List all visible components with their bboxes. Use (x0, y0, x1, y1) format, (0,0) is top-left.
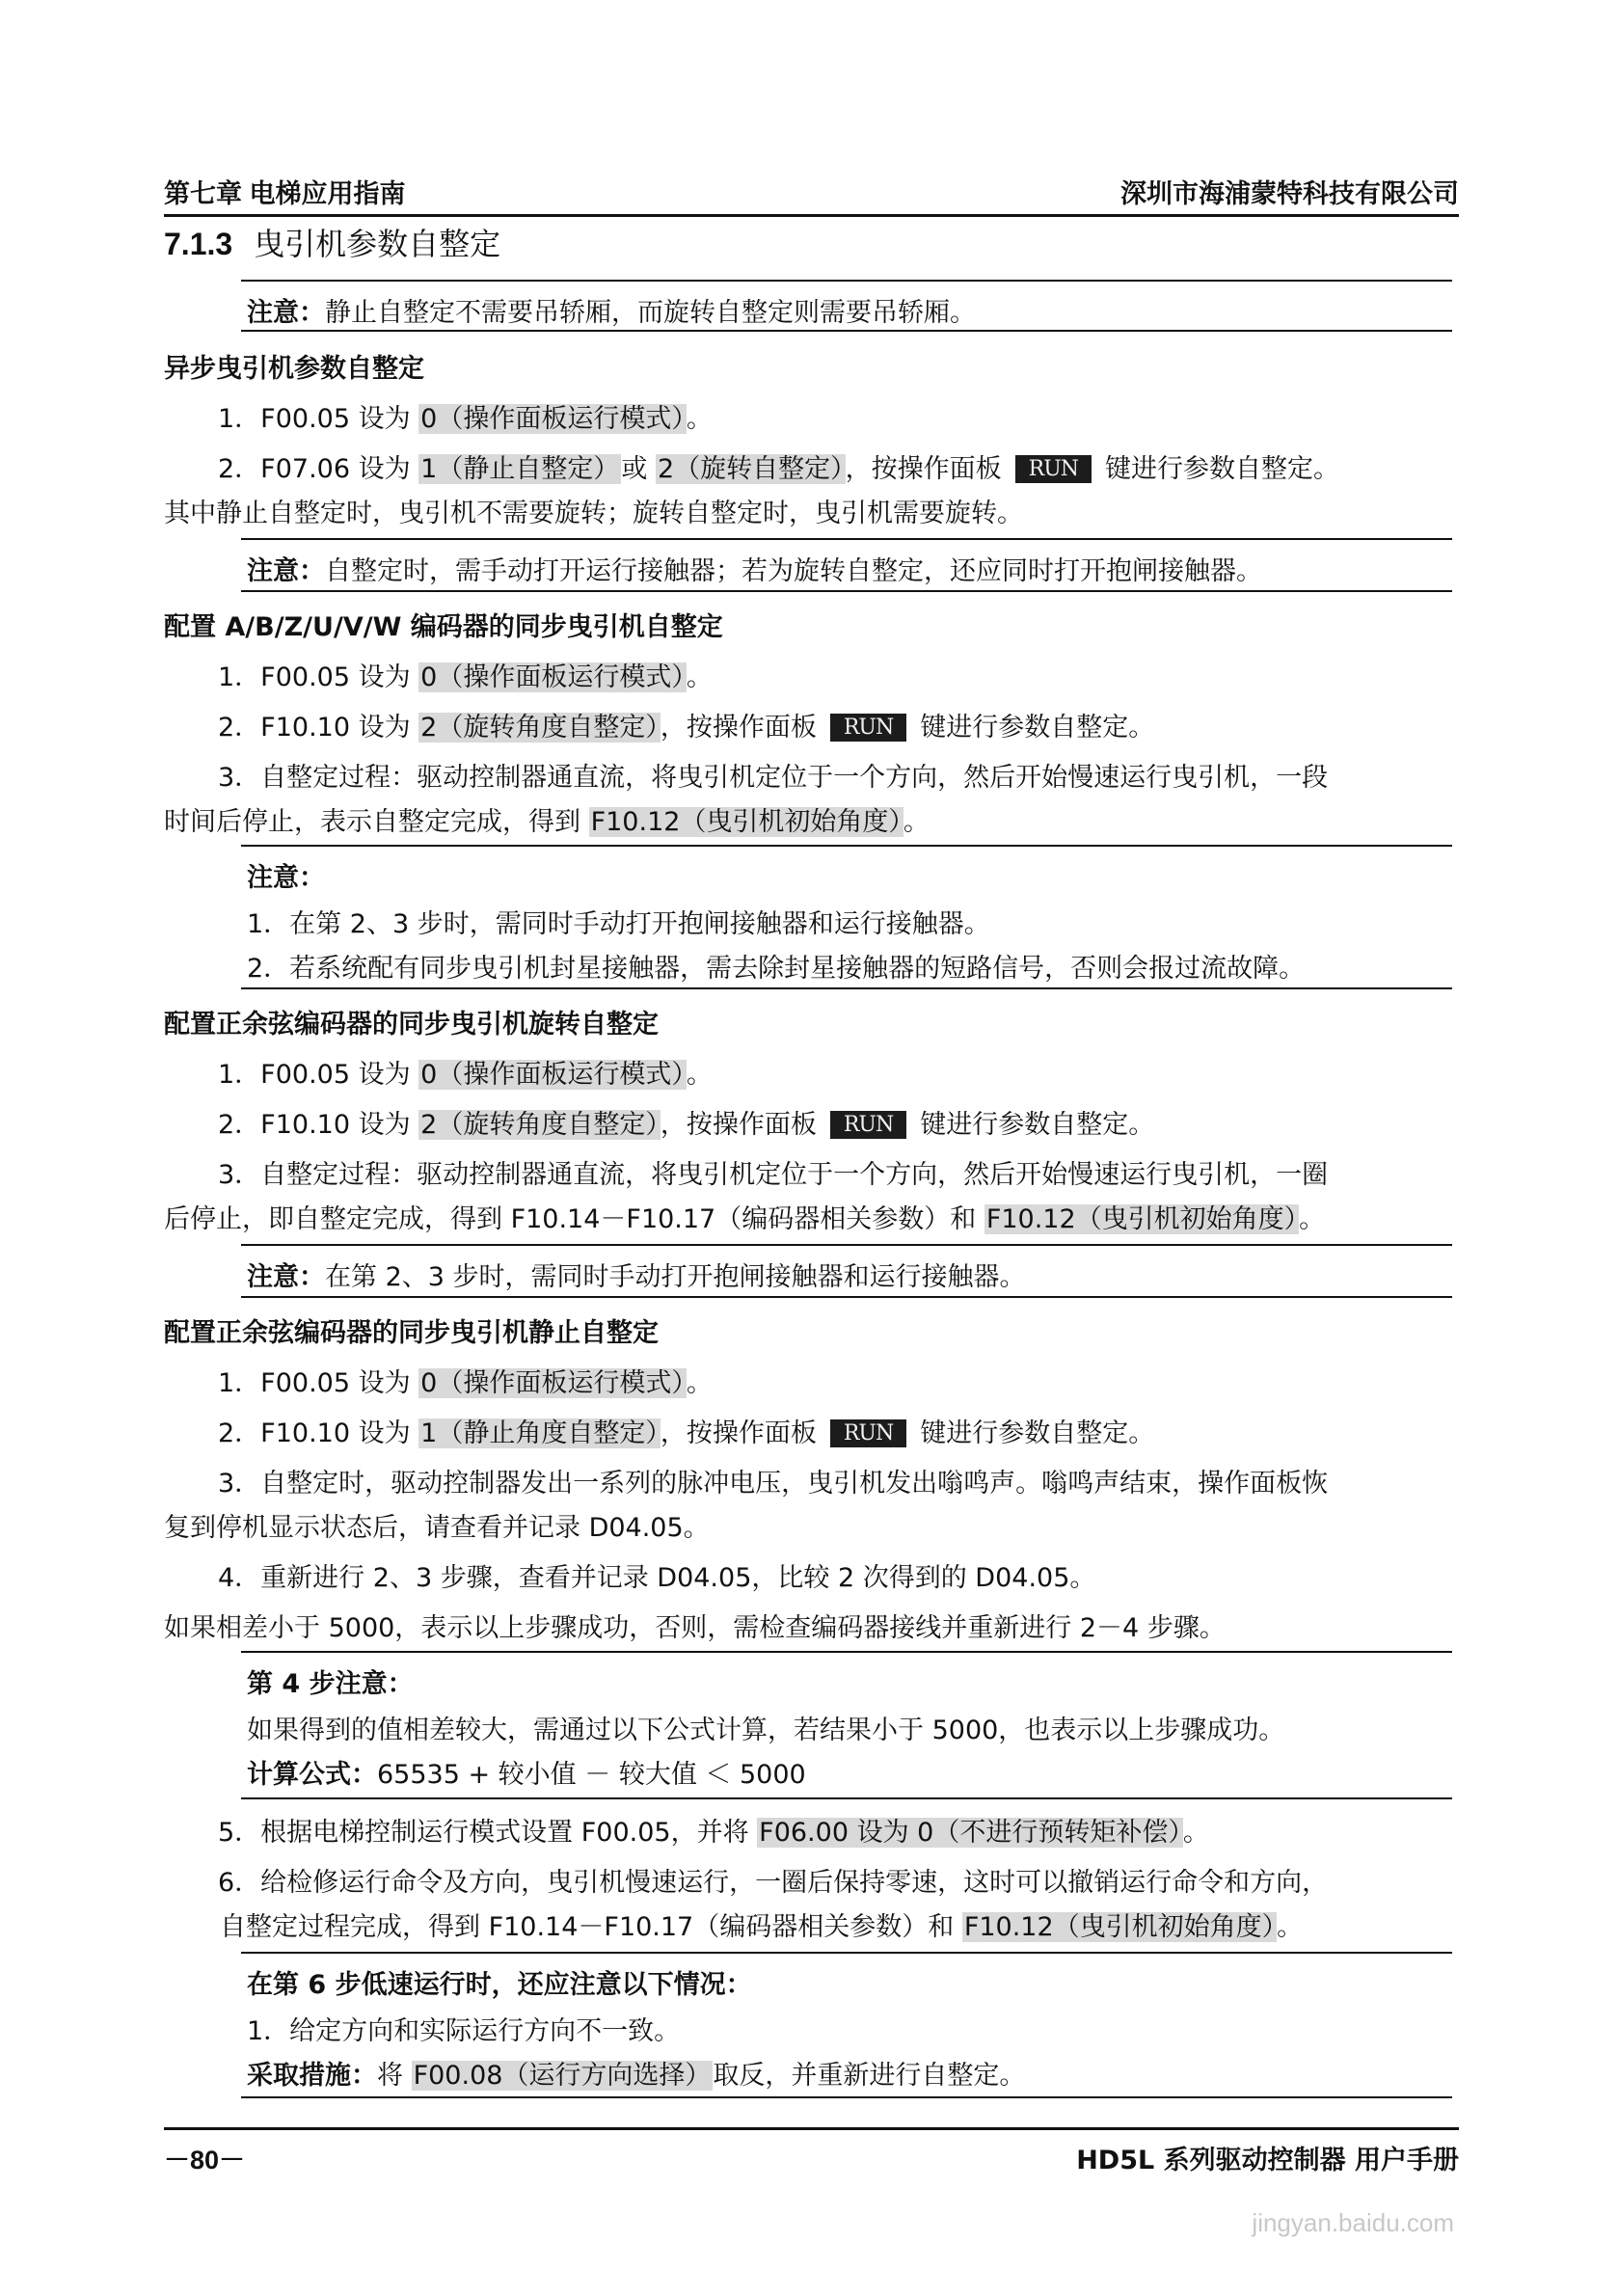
abz-step-2: 2．F10.10 设为 2（旋转角度自整定），按操作面板 RUN 键进行参数自整定。 (218, 713, 1155, 743)
sincos-rot-step-3-cont: 后停止，即自整定完成，得到 F10.14－F10.17（编码器相关参数）和 F10.12（曳引机初始角度）。 (164, 1204, 1326, 1234)
run-key-icon: RUN (1015, 455, 1092, 483)
manual-title: HD5L 系列驱动控制器 用户手册 (1076, 2146, 1459, 2175)
footer-divider (164, 2127, 1459, 2130)
note-text: 静止自整定不需要吊轿厢，而旋转自整定则需要吊轿厢。 (325, 298, 976, 328)
note-label: 注意： (247, 298, 325, 328)
async-step-2: 2．F07.06 设为 1（静止自整定）或 2（旋转自整定），按操作面板 RUN 键进行参数自整定。 (218, 454, 1339, 484)
sincos-static-step-2: 2．F10.10 设为 1（静止角度自整定），按操作面板 RUN 键进行参数自整定。 (218, 1418, 1155, 1448)
page-number: －80－ (164, 2146, 246, 2174)
formula: 65535 + 较小值 － 较大值 ＜ 5000 (377, 1760, 806, 1790)
note-box-step-4: 第 4 步注意： 如果得到的值相差较大，需通过以下公式计算，若结果小于 5000，也表示以上步骤成功。 计算公式：65535 + 较小值 － 较大值 ＜ 5000 (241, 1651, 1452, 1799)
page-header (164, 169, 1459, 209)
section-number: 7.1.3 (164, 227, 233, 261)
sincos-rot-step-2: 2．F10.10 设为 2（旋转角度自整定），按操作面板 RUN 键进行参数自整定。 (218, 1110, 1155, 1140)
sincos-static-step-3: 3．自整定时，驱动控制器发出一系列的脉冲电压，曳引机发出嗡鸣声。嗡鸣声结束，操作面板恢 (218, 1469, 1329, 1499)
abz-step-3: 3．自整定过程：驱动控制器通直流，将曳引机定位于一个方向，然后开始慢速运行曳引机，一段 (218, 763, 1329, 793)
sincos-static-step-5: 5．根据电梯控制运行模式设置 F00.05，并将 F06.00 设为 0（不进行预转矩补偿）。 (218, 1818, 1209, 1848)
chapter-title: 第七章 电梯应用指南 (164, 179, 406, 208)
header-divider (164, 214, 1459, 217)
async-step-2-detail: 其中静止自整定时，曳引机不需要旋转；旋转自整定时，曳引机需要旋转。 (164, 499, 1023, 528)
watermark-text: jingyan.baidu.com (1252, 2208, 1454, 2237)
note-box-sincos-rot: 注意：在第 2、3 步时，需同时手动打开抱闸接触器和运行接触器。 (241, 1244, 1452, 1298)
section-heading (164, 220, 500, 264)
sincos-static-heading: 配置正余弦编码器的同步曳引机静止自整定 (164, 1318, 659, 1348)
page-footer (164, 2133, 1459, 2175)
note-box-abz: 注意： 1．在第 2、3 步时，需同时手动打开抱闸接触器和运行接触器。 2．若系统配有同步曳引机封星接触器，需去除封星接触器的短路信号，否则会报过流故障。 (241, 845, 1452, 989)
sincos-static-step-1: 1．F00.05 设为 0（操作面板运行模式）。 (218, 1368, 713, 1398)
async-heading: 异步曳引机参数自整定 (164, 354, 424, 384)
sincos-rot-step-1: 1．F00.05 设为 0（操作面板运行模式）。 (218, 1060, 713, 1090)
sincos-static-step-3-cont: 复到停机显示状态后，请查看并记录 D04.05。 (164, 1513, 710, 1543)
run-key-icon: RUN (830, 714, 906, 742)
abz-heading: 配置 A/B/Z/U/V/W 编码器的同步曳引机自整定 (164, 612, 723, 642)
note-box-async: 注意：自整定时，需手动打开运行接触器；若为旋转自整定，还应同时打开抱闸接触器。 (241, 538, 1452, 592)
sincos-rotation-heading: 配置正余弦编码器的同步曳引机旋转自整定 (164, 1010, 659, 1040)
sincos-static-step-4-result: 如果相差小于 5000，表示以上步骤成功，否则，需检查编码器接线并重新进行 2－4 步骤。 (164, 1613, 1226, 1643)
note-box-static (241, 280, 1452, 332)
run-key-icon: RUN (830, 1111, 906, 1139)
company-name: 深圳市海浦蒙特科技有限公司 (1120, 179, 1459, 208)
sincos-static-step-4: 4．重新进行 2、3 步骤，查看并记录 D04.05，比较 2 次得到的 D04.05。 (218, 1563, 1096, 1593)
async-step-1: 1．F00.05 设为 0（操作面板运行模式）。 (218, 404, 713, 434)
sincos-static-step-6: 6．给检修运行命令及方向，曳引机慢速运行，一圈后保持零速，这时可以撤销运行命令和方向， (218, 1868, 1329, 1898)
abz-step-3-cont: 时间后停止，表示自整定完成，得到 F10.12（曳引机初始角度）。 (164, 807, 930, 837)
note-box-step-6: 在第 6 步低速运行时，还应注意以下情况： 1．给定方向和实际运行方向不一致。 采取措施：将 F00.08（运行方向选择）取反，并重新进行自整定。 (241, 1952, 1452, 2098)
sincos-static-step-6-cont: 自整定过程完成，得到 F10.14－F10.17（编码器相关参数）和 F10.12（曳引机初始角度）。 (220, 1912, 1304, 1942)
sincos-rot-step-3: 3．自整定过程：驱动控制器通直流，将曳引机定位于一个方向，然后开始慢速运行曳引机，一圈 (218, 1160, 1329, 1190)
run-key-icon: RUN (830, 1419, 906, 1447)
abz-step-1: 1．F00.05 设为 0（操作面板运行模式）。 (218, 662, 713, 692)
section-title: 曳引机参数自整定 (254, 226, 501, 262)
